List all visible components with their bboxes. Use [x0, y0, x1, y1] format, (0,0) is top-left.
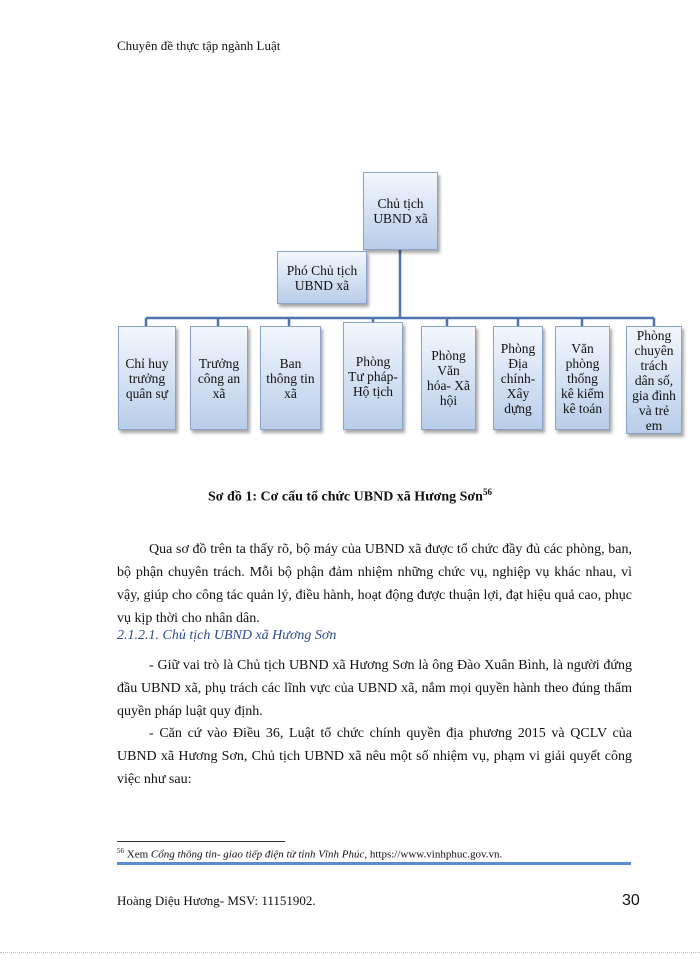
figure-caption	[0, 487, 700, 506]
section-heading: 2.1.2.1. Chủ tịch UBND xã Hương Sơn	[117, 628, 337, 643]
unit-statistics-box: Văn phòng thống kê kiểm kê toán	[555, 326, 610, 430]
unit-justice-box: Phòng Tư pháp- Hộ tịch	[343, 322, 403, 430]
footnote-number: 56	[117, 847, 124, 855]
unit-police-box: Trưởng công an xã	[190, 326, 248, 430]
page-header-title: Chuyên đề thực tập ngành Luật	[117, 38, 281, 53]
page-number: 30	[622, 892, 640, 909]
vice-chairman-box: Phó Chủ tịch UBND xã	[277, 251, 367, 304]
figure-caption-footnote-ref: 56	[482, 487, 492, 497]
footer-divider	[117, 862, 631, 865]
paragraph-role: - Giữ vai trò là Chủ tịch UBND xã Hương Sơn là ông Đào Xuân Bình, là người đứng đầu UBND xã, phụ trách các lĩnh vực của UBND xã, nắm mọi quyền hành theo đúng thẩm quyền pháp luật quy định.	[117, 658, 632, 719]
unit-military-box: Chỉ huy trưởng quân sự	[118, 326, 176, 430]
footer-author: Hoàng Diệu Hương- MSV: 11151902.	[117, 893, 316, 908]
footnote-source: Cổng thông tin- giao tiếp điện tử tỉnh Vĩnh Phúc	[150, 848, 365, 861]
figure-caption-text: Sơ đồ 1: Cơ cấu tổ chức UBND xã Hương Sơn	[208, 489, 483, 505]
paragraph-summary: Qua sơ đồ trên ta thấy rõ, bộ máy của UBND xã được tổ chức đầy đủ các phòng, ban, bộ phận chuyên trách. Mỗi bộ phận đảm nhiệm những chức vụ, nghiệp vụ khác nhau, vì vậy, giúp cho công tác quản lý, điều hành, hoạt động được thuận lợi, đạt hiệu quả cao, phục vụ kịp thời cho nhân dân.	[117, 542, 632, 626]
unit-population-box: Phòng chuyên trách dân số, gia đình và trẻ em	[626, 326, 682, 434]
page-bottom-dotted-line	[0, 952, 700, 953]
chairman-box: Chủ tịch UBND xã	[363, 172, 438, 250]
footnote-prefix: Xem	[124, 848, 151, 861]
footnote-rule	[117, 841, 285, 842]
unit-culture-box: Phòng Văn hóa- Xã hội	[421, 326, 476, 430]
unit-information-box: Ban thông tin xã	[260, 326, 321, 430]
paragraph-duties: - Căn cứ vào Điều 36, Luật tổ chức chính quyền địa phương 2015 và QCLV của UBND xã Hương Sơn, Chủ tịch UBND xã nêu một số nhiệm vụ, phạm vi giải quyết công việc như sau:	[117, 726, 632, 787]
unit-land-box: Phòng Địa chính- Xây dựng	[493, 326, 543, 430]
footnote	[117, 847, 502, 861]
footnote-url: , https://www.vinhphuc.gov.vn.	[364, 848, 503, 861]
